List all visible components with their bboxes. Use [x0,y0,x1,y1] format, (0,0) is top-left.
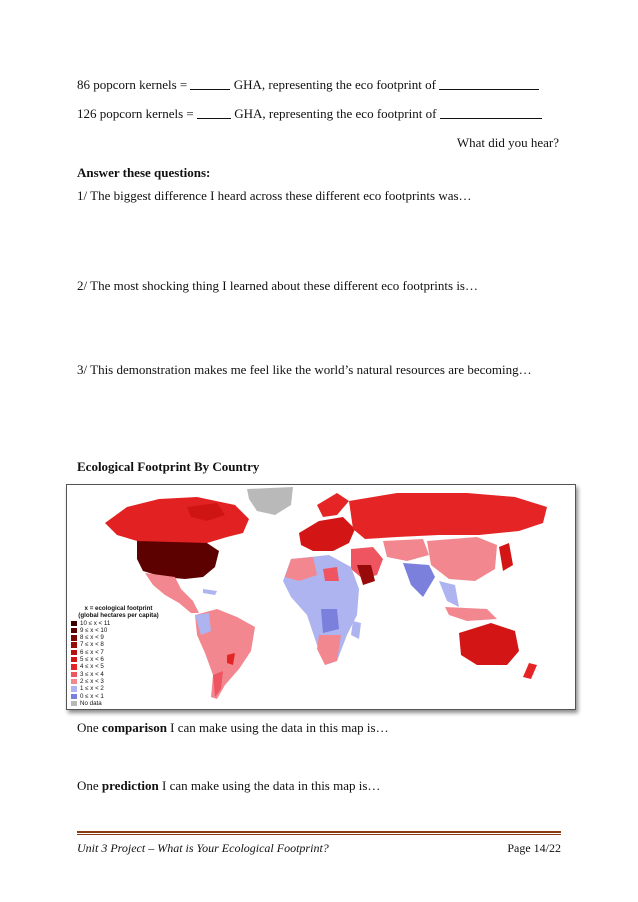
legend-swatch [71,642,77,647]
legend-item: 0 ≤ x < 1 [71,693,166,700]
legend-swatch [71,657,77,662]
blank-footprint-86[interactable] [439,77,539,90]
legend-swatch [71,635,77,640]
blank-gha-86[interactable] [190,77,230,90]
legend-item: 2 ≤ x < 3 [71,678,166,685]
legend-swatch [71,694,77,699]
map-heading: Ecological Footprint By Country [77,459,260,474]
footer-title: Unit 3 Project – What is Your Ecological Footprint? [77,841,329,855]
legend-item: 3 ≤ x < 4 [71,671,166,678]
legend-subtitle: (global hectares per capita) [78,612,159,620]
legend-item: 8 ≤ x < 9 [71,634,166,641]
legend-title: x = ecological footprint [84,605,153,612]
legend-swatch [71,679,77,684]
legend-item: 5 ≤ x < 6 [71,656,166,663]
prediction-prompt: One prediction I can make using the data in this map is… [77,778,381,793]
fill-line-86: 86 popcorn kernels = GHA, representing the eco footprint of [77,77,539,93]
legend-swatch [71,701,77,706]
question-1: 1/ The biggest difference I heard across these different eco footprints was… [77,188,472,203]
legend-item: 9 ≤ x < 10 [71,627,166,634]
ecological-footprint-map [66,484,576,710]
legend-swatch [71,686,77,691]
legend-item: 6 ≤ x < 7 [71,649,166,656]
legend-swatch [71,664,77,669]
map-legend [71,605,166,707]
footer-page-number: Page 14/22 [507,841,561,855]
fill-line-126: 126 popcorn kernels = GHA, representing the eco footprint of [77,106,542,122]
legend-item: 4 ≤ x < 5 [71,663,166,670]
blank-gha-126[interactable] [197,106,231,119]
question-3: 3/ This demonstration makes me feel like the world’s natural resources are becoming… [77,362,532,377]
legend-swatch [71,621,77,626]
footer-rule [77,831,561,833]
legend-item: No data [71,700,166,707]
legend-item: 1 ≤ x < 2 [71,685,166,692]
footer-rule-thin [77,834,561,835]
legend-item: 10 ≤ x < 11 [71,620,166,627]
answer-heading: Answer these questions: [77,165,211,180]
legend-swatch [71,672,77,677]
blank-footprint-126[interactable] [440,106,542,119]
legend-swatch [71,650,77,655]
legend-item: 7 ≤ x < 8 [71,641,166,648]
legend-swatch [71,628,77,633]
question-2: 2/ The most shocking thing I learned about these different eco footprints is… [77,278,478,293]
comparison-prompt: One comparison I can make using the data in this map is… [77,720,389,735]
what-did-you-hear: What did you hear? [456,135,559,150]
